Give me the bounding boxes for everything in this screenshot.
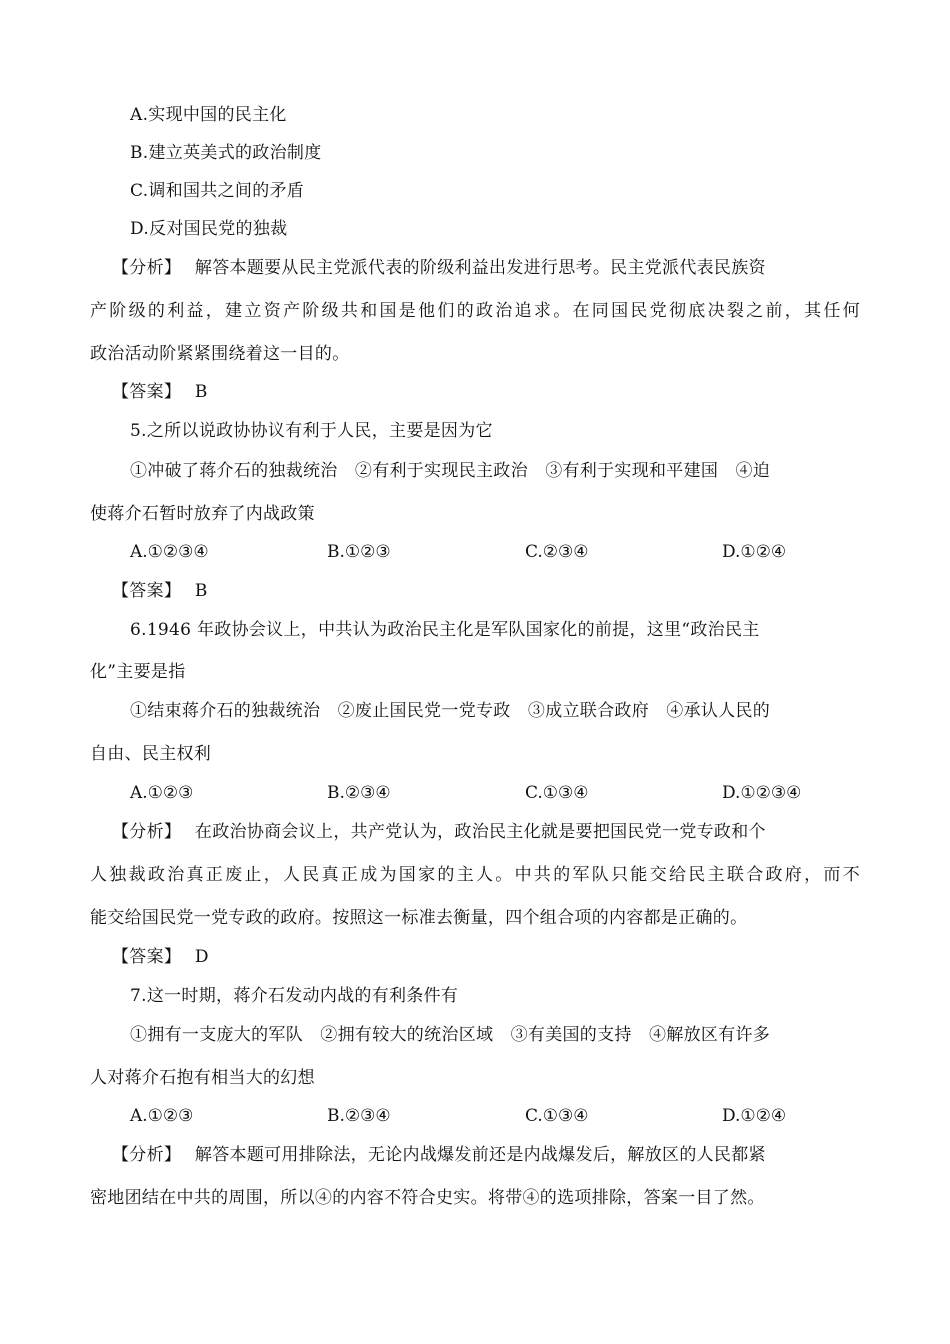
q6-statements-line-1: ①结束蒋介石的独裁统治 ②废止国民党一党专政 ③成立联合政府 ④承认人民的 bbox=[130, 701, 771, 721]
q5-statements-line-1: ①冲破了蒋介石的独裁统治 ②有利于实现民主政治 ③有利于实现和平建国 ④迫 bbox=[130, 461, 771, 481]
q6-option-a: A.①②③ bbox=[130, 783, 194, 803]
q4-option-c: C.调和国共之间的矛盾 bbox=[130, 181, 305, 201]
q5-option-d: D.①②④ bbox=[722, 542, 787, 562]
q6-option-d: D.①②③④ bbox=[722, 783, 802, 803]
q4-answer-tag: 【答案】 bbox=[112, 382, 182, 402]
q4-option-d: D.反对国民党的独裁 bbox=[130, 219, 288, 239]
q6-answer-value: D bbox=[194, 947, 209, 967]
q5-answer-value: B bbox=[194, 581, 208, 601]
q5-option-a: A.①②③④ bbox=[130, 542, 209, 562]
q7-analysis-line-1 bbox=[112, 1144, 860, 1166]
q7-analysis-text-1: 解答本题可用排除法，无论内战爆发前还是内战爆发后，解放区的人民都紧 bbox=[194, 1145, 766, 1165]
q6-analysis-line-3: 能交给国民党一党专政的政府。按照这一标准去衡量，四个组合项的内容都是正确的。 bbox=[90, 908, 748, 928]
q6-option-c: C.①③④ bbox=[525, 783, 589, 803]
q7-option-c: C.①③④ bbox=[525, 1106, 589, 1126]
q6-analysis-text-1: 在政治协商会议上，共产党认为，政治民主化就是要把国民党一党专政和个 bbox=[194, 822, 766, 842]
q6-question-line-2: 化”主要是指 bbox=[90, 662, 186, 682]
q7-option-b: B.②③④ bbox=[327, 1106, 391, 1126]
q5-option-b: B.①②③ bbox=[327, 542, 391, 562]
q6-analysis-line-1 bbox=[112, 821, 860, 843]
q6-answer-tag: 【答案】 bbox=[112, 947, 182, 967]
q7-analysis-tag: 【分析】 bbox=[112, 1145, 182, 1165]
q4-answer-value: B bbox=[194, 382, 208, 402]
q6-option-b: B.②③④ bbox=[327, 783, 391, 803]
q6-statements-line-2: 自由、民主权利 bbox=[90, 744, 212, 764]
q5-option-c: C.②③④ bbox=[525, 542, 589, 562]
q7-question: 7.这一时期，蒋介石发动内战的有利条件有 bbox=[130, 986, 459, 1006]
q4-option-b: B.建立英美式的政治制度 bbox=[130, 143, 322, 163]
q4-analysis-line-2: 产阶级的利益，建立资产阶级共和国是他们的政治追求。在同国民党彻底决裂之前，其任何 bbox=[90, 301, 860, 321]
q7-statements-line-2: 人对蒋介石抱有相当大的幻想 bbox=[90, 1068, 315, 1088]
q6-question-line-1: 6.1946 年政协会议上，中共认为政治民主化是军队国家化的前提，这里“政治民主 bbox=[130, 620, 760, 640]
q7-option-a: A.①②③ bbox=[130, 1106, 194, 1126]
q6-analysis-tag: 【分析】 bbox=[112, 822, 182, 842]
q5-question: 5.之所以说政协协议有利于人民，主要是因为它 bbox=[130, 421, 493, 441]
q4-analysis-text-1: 解答本题要从民主党派代表的阶级利益出发进行思考。民主党派代表民族资 bbox=[194, 258, 766, 278]
q5-answer-line bbox=[112, 580, 882, 602]
q7-analysis-line-2: 密地团结在中共的周围，所以④的内容不符合史实。将带④的选项排除，答案一目了然。 bbox=[90, 1188, 765, 1208]
q5-statements-line-2: 使蒋介石暂时放弃了内战政策 bbox=[90, 504, 315, 524]
q6-analysis-line-2: 人独裁政治真正废止，人民真正成为国家的主人。中共的军队只能交给民主联合政府，而不 bbox=[90, 865, 860, 885]
q5-answer-tag: 【答案】 bbox=[112, 581, 182, 601]
q7-statements-line-1: ①拥有一支庞大的军队 ②拥有较大的统治区域 ③有美国的支持 ④解放区有许多 bbox=[130, 1025, 771, 1045]
q4-answer-line bbox=[112, 381, 882, 403]
q7-option-d: D.①②④ bbox=[722, 1106, 787, 1126]
q4-analysis-tag: 【分析】 bbox=[112, 258, 182, 278]
q4-analysis-line-3: 政治活动阶紧紧围绕着这一目的。 bbox=[90, 344, 350, 364]
q4-analysis-line-1 bbox=[112, 257, 860, 279]
q6-answer-line bbox=[112, 946, 882, 968]
q4-option-a: A.实现中国的民主化 bbox=[130, 105, 287, 125]
